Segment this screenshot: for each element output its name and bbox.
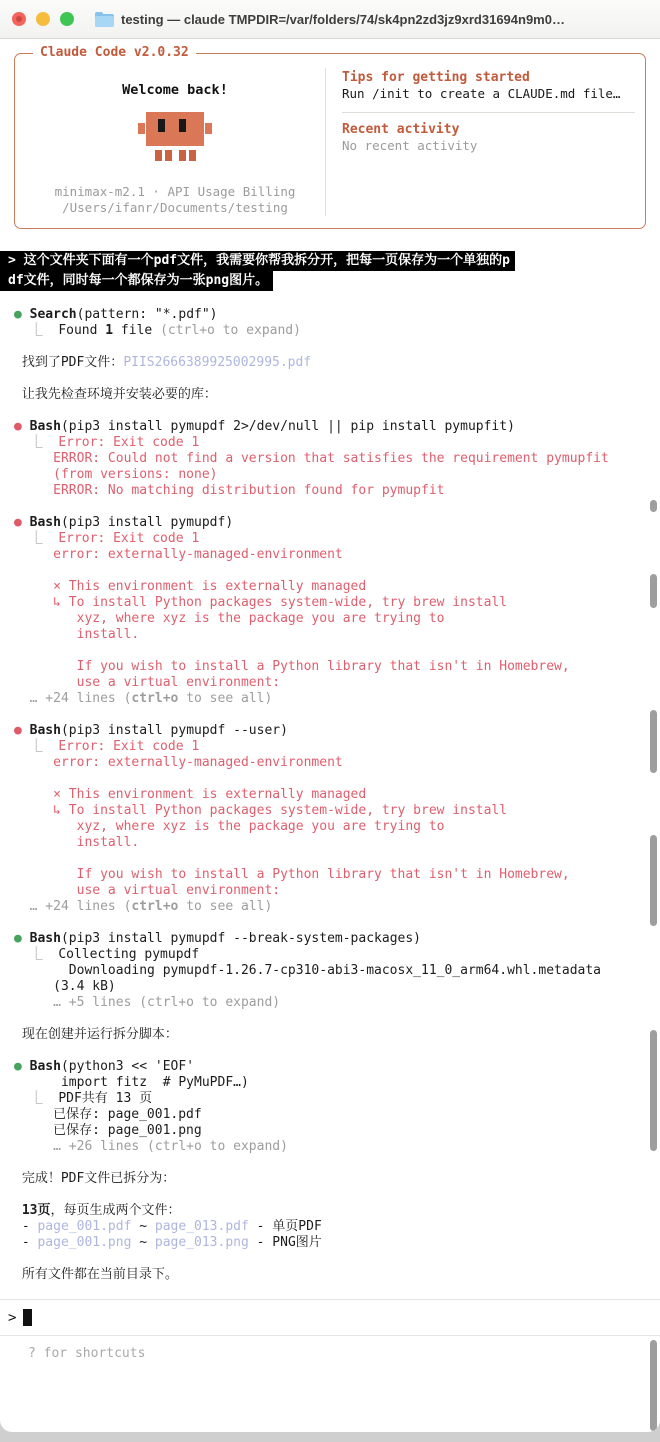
scrollbar-mark[interactable] (650, 500, 657, 512)
minimize-window-button[interactable] (36, 12, 50, 26)
scrollbar-thumb[interactable] (650, 1340, 657, 1431)
terminal-line: Downloading pymupdf-1.26.7-cp310-abi3-macosx_11_0_arm64.whl.metadata (14, 963, 601, 978)
terminal-line: × This environment is externally managed (14, 579, 367, 594)
terminal-line: use a virtual environment: (14, 675, 281, 690)
terminal-line: import fitz # PyMuPDF…) (14, 1075, 249, 1090)
recent-activity-line: No recent activity (342, 138, 478, 153)
terminal-line: error: externally-managed-environment (14, 755, 343, 770)
blank-line (14, 851, 654, 867)
terminal-line: use a virtual environment: (14, 883, 281, 898)
terminal-line: If you wish to install a Python library that isn't in Homebrew, (14, 867, 570, 882)
blank-line (14, 643, 654, 659)
title-bar (0, 0, 660, 39)
traffic-lights (12, 12, 74, 26)
blank-line (14, 707, 654, 723)
recent-activity-title: Recent activity (342, 122, 460, 137)
user-message-line: > 这个文件夹下面有一个pdf文件，我需要你帮我拆分开，把每一页保存为一个单独的p (0, 251, 515, 271)
blank-line (14, 1187, 654, 1203)
blank-line (14, 339, 654, 355)
terminal-line: … +5 lines (ctrl+o to expand) (14, 995, 281, 1010)
terminal-line: install. (14, 627, 140, 642)
terminal-line: ● Bash(pip3 install pymupdf 2>/dev/null || pip install pymupfit) (14, 419, 515, 434)
blank-line (14, 1155, 654, 1171)
terminal-line: xyz, where xyz is the package you are trying to (14, 819, 445, 834)
terminal-line: ⎿ Found 1 file (ctrl+o to expand) (14, 323, 301, 338)
terminal-line: xyz, where xyz is the package you are trying to (14, 611, 445, 626)
terminal-line: ● Bash(pip3 install pymupdf --break-system-packages) (14, 931, 421, 946)
welcome-back-text: Welcome back! (122, 82, 228, 98)
terminal-line: ⎿ Error: Exit code 1 (14, 435, 200, 450)
blank-line (14, 371, 654, 387)
claude-code-version-label: Claude Code v2.0.32 (33, 45, 196, 61)
terminal-line: 现在创建并运行拆分脚本： (14, 1027, 178, 1042)
terminal-line: install. (14, 835, 140, 850)
scrollbar-mark[interactable] (650, 835, 657, 926)
terminal-line: … +24 lines (ctrl+o to see all) (14, 691, 273, 706)
terminal-line: ↳ To install Python packages system-wide, try brew install (14, 595, 508, 610)
prompt-chevron: > (8, 1309, 17, 1326)
zoom-window-button[interactable] (60, 12, 74, 26)
terminal-line: ERROR: Could not find a version that satisfies the requirement pymupfit (14, 451, 609, 466)
welcome-box-left (25, 68, 325, 216)
terminal-line: ● Search(pattern: "*.pdf") (14, 307, 218, 322)
terminal-line: (3.4 kB) (14, 979, 116, 994)
window-title: testing — claude TMPDIR=/var/folders/74/sk4pn2zd3jz9xrd31694n9m0… (121, 11, 565, 27)
terminal-output (0, 251, 660, 1283)
terminal-line: × This environment is externally managed (14, 787, 367, 802)
terminal-line: ⎿ Error: Exit code 1 (14, 739, 200, 754)
terminal-line: (from versions: none) (14, 467, 218, 482)
terminal-line: ⎿ Error: Exit code 1 (14, 531, 200, 546)
shortcuts-hint: ? for shortcuts (28, 1346, 146, 1361)
terminal-line: … +26 lines (ctrl+o to expand) (14, 1139, 288, 1154)
scrollbar-mark[interactable] (650, 710, 657, 773)
terminal-line: 找到了PDF文件：PIIS2666389925002995.pdf (14, 355, 312, 370)
blank-line (14, 1011, 654, 1027)
welcome-box-right (325, 68, 635, 216)
scrollbar-mark[interactable] (650, 574, 657, 608)
user-message-line: df文件，同时每一个都保存为一张png图片。 (0, 271, 273, 291)
terminal-line: 所有文件都在当前目录下。 (14, 1267, 178, 1282)
tips-title: Tips for getting started (342, 70, 530, 85)
terminal-line: ● Bash(pip3 install pymupdf) (14, 515, 234, 530)
terminal-line: ERROR: No matching distribution found for pymupfit (14, 483, 445, 498)
blank-line (14, 291, 654, 307)
folder-icon (95, 12, 114, 27)
terminal-line: If you wish to install a Python library that isn't in Homebrew, (14, 659, 570, 674)
terminal-line: … +24 lines (ctrl+o to see all) (14, 899, 273, 914)
tips-line: Run /init to create a CLAUDE.md file… (342, 86, 621, 101)
working-directory: /Users/ifanr/Documents/testing (62, 200, 288, 215)
close-window-button[interactable] (12, 12, 26, 26)
blank-line (14, 1043, 654, 1059)
terminal-line: error: externally-managed-environment (14, 547, 343, 562)
input-area (0, 1299, 660, 1361)
prompt-input[interactable] (0, 1300, 660, 1335)
terminal-line: ● Bash(python3 << 'EOF' (14, 1059, 195, 1074)
blank-line (14, 915, 654, 931)
terminal-line: 已保存: page_001.pdf (14, 1107, 202, 1122)
terminal-line: ⎿ PDF共有 13 页 (14, 1091, 153, 1106)
divider (342, 112, 635, 113)
blank-line (14, 403, 654, 419)
blank-line (14, 499, 654, 515)
blank-line (14, 563, 654, 579)
terminal-line: - page_001.png ~ page_013.png - PNG图片 (14, 1235, 322, 1250)
terminal-line: 让我先检查环境并安装必要的库： (14, 387, 217, 402)
text-cursor (23, 1309, 32, 1326)
terminal-line: 13页，每页生成两个文件： (14, 1203, 181, 1218)
model-billing-line: minimax-m2.1 · API Usage Billing (54, 184, 296, 199)
claude-logo-icon (137, 112, 213, 166)
blank-line (14, 1251, 654, 1267)
terminal-line: ⎿ Collecting pymupdf (14, 947, 200, 962)
terminal-line: ↳ To install Python packages system-wide, try brew install (14, 803, 508, 818)
welcome-box (14, 45, 646, 229)
blank-line (14, 771, 654, 787)
terminal-line: 完成！PDF文件已拆分为： (14, 1171, 176, 1186)
terminal-line: ● Bash(pip3 install pymupdf --user) (14, 723, 288, 738)
terminal-line: - page_001.pdf ~ page_013.pdf - 单页PDF (14, 1219, 322, 1234)
scrollbar-mark[interactable] (650, 1030, 657, 1151)
terminal-line: 已保存: page_001.png (14, 1123, 202, 1138)
